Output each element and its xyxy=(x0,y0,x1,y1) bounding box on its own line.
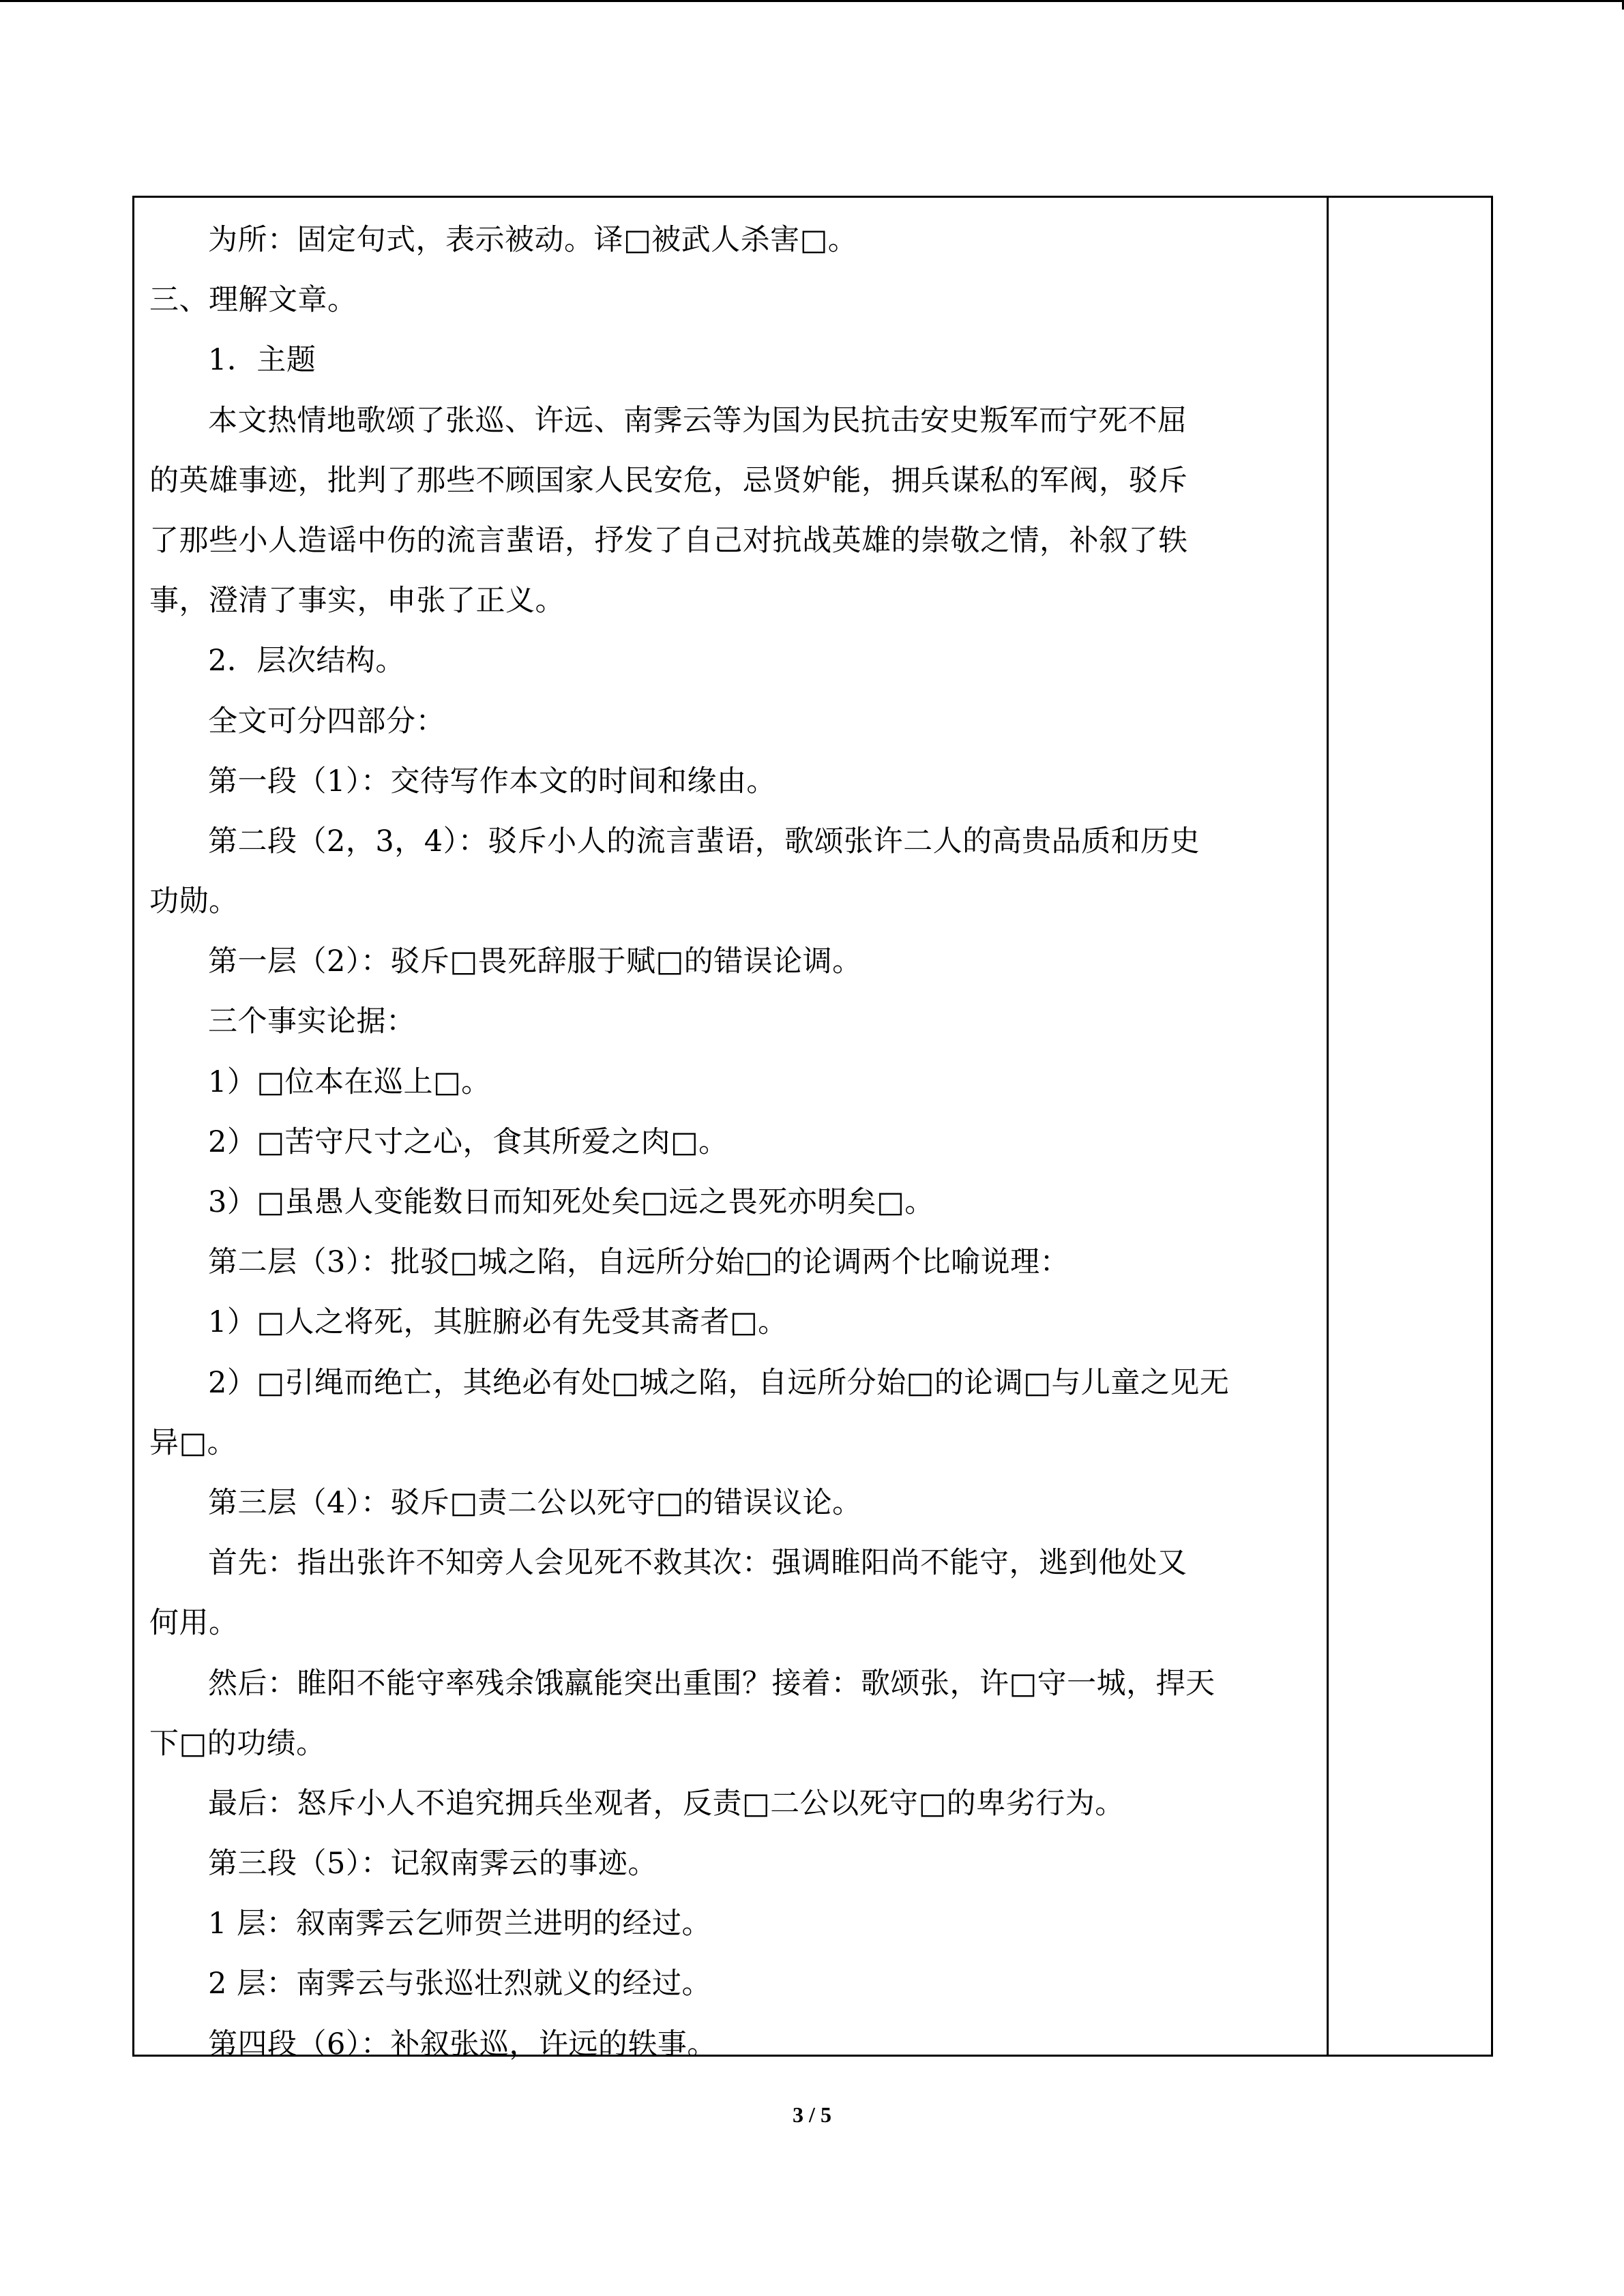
text-line: 的英雄事迹，批判了那些不顾国家人民安危，忌贤妒能，拥兵谋私的军阀，驳斥 xyxy=(149,463,1188,498)
text-line: 全文可分四部分： xyxy=(208,704,445,739)
text-line: 然后：睢阳不能守率残余饿羸能突出重围？接着：歌颂张，许□守一城，捍天 xyxy=(208,1666,1215,1701)
text-line: 了那些小人造谣中伤的流言蜚语，抒发了自己对抗战英雄的崇敬之情，补叙了轶 xyxy=(149,523,1188,558)
text-line: 2．层次结构。 xyxy=(208,644,405,679)
text-line: 何用。 xyxy=(149,1606,239,1641)
text-line: 为所：固定句式，表示被动。译□被武人杀害□。 xyxy=(208,223,858,257)
text-line: 1．主题 xyxy=(208,343,316,378)
text-line: 本文热情地歌颂了张巡、许远、南霁云等为国为民抗击安史叛军而宁死不屈 xyxy=(208,403,1187,438)
column-divider xyxy=(1327,198,1329,2055)
text-line: 三、理解文章。 xyxy=(149,283,357,318)
text-line: 1 层：叙南霁云乞师贺兰进明的经过。 xyxy=(208,1907,712,1941)
text-line: 第一层（2）：驳斥□畏死辞服于赋□的错误论调。 xyxy=(208,944,862,979)
text-line: 第三层（4）：驳斥□责二公以死守□的错误议论。 xyxy=(208,1485,862,1520)
page-number: 3 / 5 xyxy=(793,2102,831,2127)
text-line: 最后：怒斥小人不追究拥兵坐观者，反责□二公以死守□的卑劣行为。 xyxy=(208,1786,1125,1821)
text-line: 下□的功绩。 xyxy=(149,1726,326,1761)
text-line: 2 层：南霁云与张巡壮烈就义的经过。 xyxy=(208,1967,712,2001)
text-line: 异□。 xyxy=(149,1425,237,1460)
text-line: 事，澄清了事实，申张了正义。 xyxy=(149,584,565,618)
text-line: 功勋。 xyxy=(149,884,239,919)
text-line: 2）□引绳而绝亡，其绝必有处□城之陷，自远所分始□的论调□与儿童之见无 xyxy=(208,1365,1230,1400)
top-border-line xyxy=(0,0,1624,2)
text-line: 第二段（2，3，4）：驳斥小人的流言蜚语，歌颂张许二人的高贵品质和历史 xyxy=(208,824,1200,859)
text-line: 1）□位本在巡上□。 xyxy=(208,1064,491,1099)
text-line: 3）□虽愚人变能数日而知死处矣□远之畏死亦明矣□。 xyxy=(208,1185,934,1219)
text-line: 第三段（5）：记叙南霁云的事迹。 xyxy=(208,1847,658,1881)
text-line: 第二层（3）：批驳□城之陷，自远所分始□的论调两个比喻说理： xyxy=(208,1245,1070,1280)
text-line: 第一段（1）：交待写作本文的时间和缘由。 xyxy=(208,764,776,799)
content-table xyxy=(132,196,1493,2061)
text-line: 第四段（6）：补叙张巡，许远的轶事。 xyxy=(208,2027,717,2061)
text-line: 2）□苦守尺寸之心，食其所爱之肉□。 xyxy=(208,1124,728,1159)
main-text-cell xyxy=(149,220,1309,2084)
text-line: 首先：指出张许不知旁人会见死不救其次：强调睢阳尚不能守，逃到他处又 xyxy=(208,1546,1187,1581)
text-line: 1）□人之将死，其脏腑必有先受其斋者□。 xyxy=(208,1305,788,1340)
text-line: 三个事实论据： xyxy=(208,1004,416,1039)
